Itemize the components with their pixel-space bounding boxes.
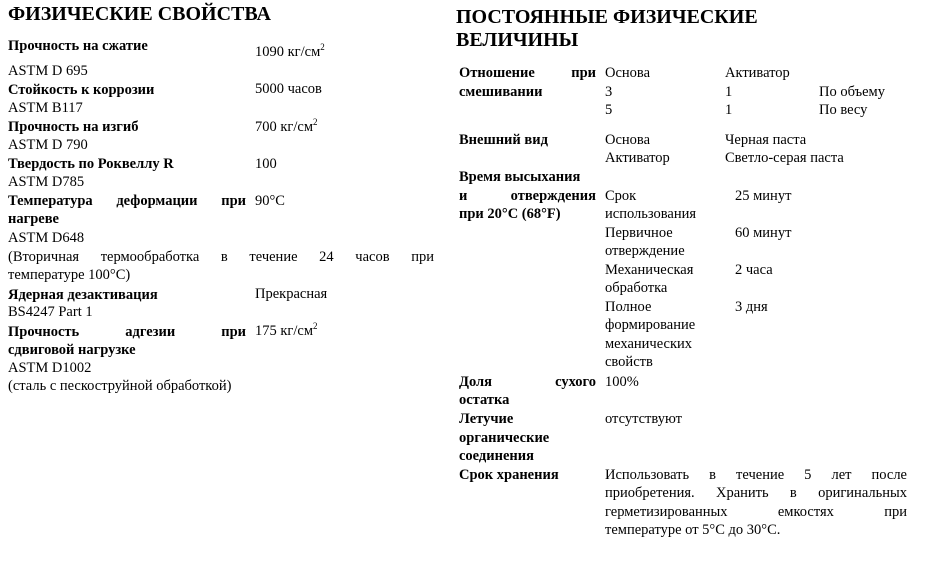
adhesion-standard: ASTM D1002 <box>8 360 92 376</box>
cure-pot-life-line1: Срок <box>605 188 637 204</box>
mix-row-volume-unit: По объему <box>819 84 885 100</box>
rockwell-standard: ASTM D785 <box>8 174 85 190</box>
corrosion-label: Стойкость к коррозии <box>8 82 155 98</box>
deformation-note-line2: температуре 100°С) <box>8 267 131 283</box>
deformation-label-line1: Температура деформации при <box>8 193 246 209</box>
appearance-base-name: Основа <box>605 132 651 148</box>
voc-label-line3: соединения <box>459 448 534 464</box>
solids-label-line2: остатка <box>459 392 510 408</box>
cure-initial-value: 60 минут <box>735 225 792 241</box>
cure-label-line2: и отверждения <box>459 188 596 204</box>
cure-initial-line2: отверждение <box>605 243 685 259</box>
solids-label-line1: Доля сухого <box>459 374 596 390</box>
cure-label-line3: при 20°С (68°F) <box>459 206 561 222</box>
mix-column-base: Основа <box>605 65 651 81</box>
mix-ratio-label-line1: Отношение при <box>459 65 596 81</box>
cure-initial-line1: Первичное <box>605 225 673 241</box>
decontamination-label: Ядерная дезактивация <box>8 287 158 303</box>
bending-label: Прочность на изгиб <box>8 119 139 135</box>
constants-title-line2: ВЕЛИЧИНЫ <box>456 29 579 51</box>
mix-ratio-label-line2: смешивании <box>459 84 543 100</box>
deformation-value: 90°С <box>255 193 285 209</box>
mix-row-weight-base: 5 <box>605 102 613 118</box>
compression-label: Прочность на сжатие <box>8 38 148 54</box>
adhesion-value: 175 $кг/см^2$ <box>255 321 318 339</box>
compression-value: 1090 $кг/см^2$ <box>255 42 325 60</box>
bending-standard: ASTM D 790 <box>8 137 88 153</box>
decontamination-standard: BS4247 Part 1 <box>8 304 93 320</box>
cure-machining-value: 2 часа <box>735 262 773 278</box>
mix-column-activator: Активатор <box>725 65 790 81</box>
cure-full-line1: Полное <box>605 299 652 315</box>
bending-value: 700 $кг/см^2$ <box>255 117 318 135</box>
storage-line3: герметизированных емкостях при <box>605 504 907 520</box>
adhesion-label-line1: Прочность адгезии при <box>8 324 246 340</box>
storage-label: Срок хранения <box>459 467 559 483</box>
cure-pot-life-line2: использования <box>605 206 697 222</box>
cure-machining-line2: обработка <box>605 280 668 296</box>
mix-row-volume-base: 3 <box>605 84 613 100</box>
adhesion-label-line2: сдвиговой нагрузке <box>8 342 136 358</box>
storage-line1: Использовать в течение 5 лет после <box>605 467 907 483</box>
appearance-activator-name: Активатор <box>605 150 670 166</box>
voc-label-line1: Летучие <box>459 411 514 427</box>
storage-line4: температуре от 5°С до 30°С. <box>605 522 781 538</box>
physical-properties-title: ФИЗИЧЕСКИЕ СВОЙСТВА <box>8 3 271 25</box>
corrosion-standard: ASTM B117 <box>8 100 83 116</box>
decontamination-value: Прекрасная <box>255 286 328 302</box>
mix-row-weight-activator: 1 <box>725 102 733 118</box>
cure-machining-line1: Механическая <box>605 262 694 278</box>
cure-full-line4: свойств <box>605 354 653 370</box>
constants-title-line1: ПОСТОЯННЫЕ ФИЗИЧЕСКИЕ <box>456 6 758 28</box>
storage-line2: приобретения. Хранить в оригинальных <box>605 485 907 501</box>
voc-value: отсутствуют <box>605 411 682 427</box>
voc-label-line2: органические <box>459 430 550 446</box>
appearance-label: Внешний вид <box>459 132 548 148</box>
mix-row-volume-activator: 1 <box>725 84 733 100</box>
cure-full-line3: механических <box>605 336 693 352</box>
appearance-base-value: Черная паста <box>725 132 807 148</box>
deformation-label-line2: нагреве <box>8 211 59 227</box>
rockwell-value: 100 <box>255 156 277 172</box>
solids-value: 100% <box>605 374 639 390</box>
cure-pot-life-value: 25 минут <box>735 188 792 204</box>
cure-label-line1: Время высыхания <box>459 169 581 185</box>
adhesion-note: (сталь с пескоструйной обработкой) <box>8 378 232 394</box>
compression-standard: ASTM D 695 <box>8 63 88 79</box>
appearance-activator-value: Светло-серая паста <box>725 150 844 166</box>
deformation-standard: ASTM D648 <box>8 230 85 246</box>
mix-row-weight-unit: По весу <box>819 102 868 118</box>
rockwell-label: Твердость по Роквеллу R <box>8 156 174 172</box>
deformation-note-line1: (Вторичная термообработка в течение 24 часов при <box>8 249 434 265</box>
cure-full-line2: формирование <box>605 317 696 333</box>
cure-full-value: 3 дня <box>735 299 768 315</box>
corrosion-value: 5000 часов <box>255 81 322 97</box>
